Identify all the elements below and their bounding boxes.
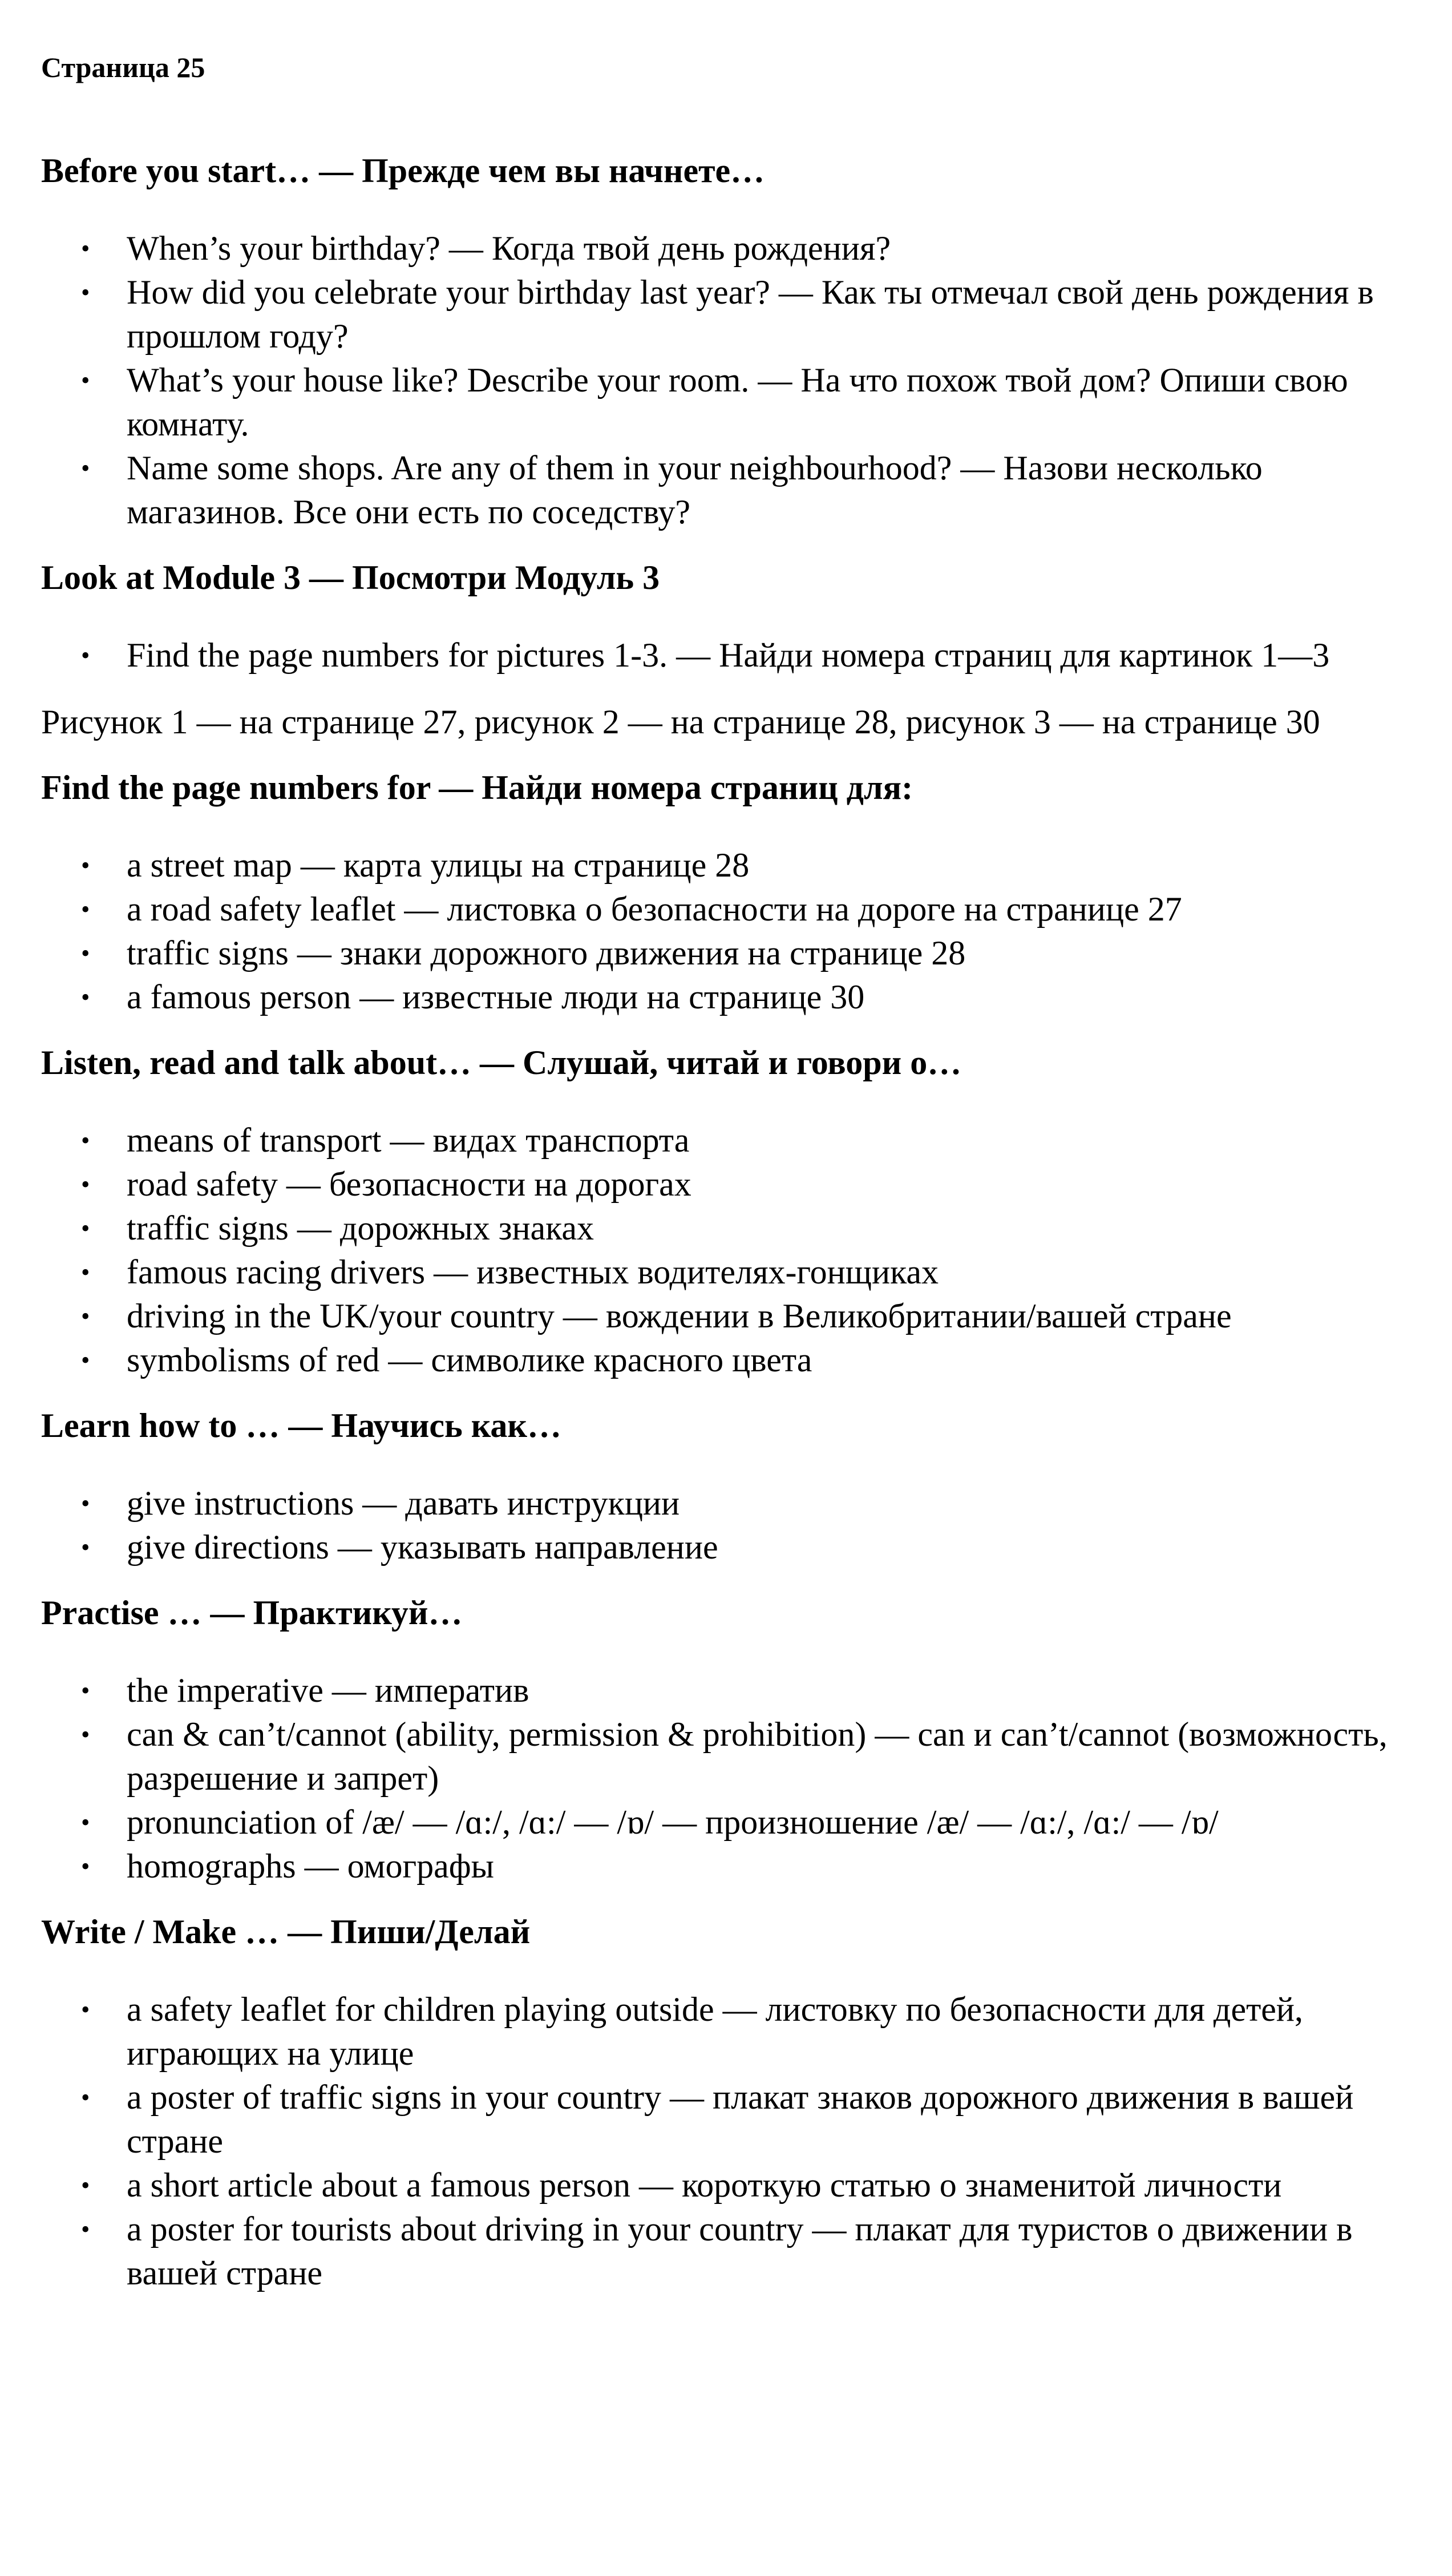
list-item — [41, 2076, 1422, 2163]
section-look-at-module — [41, 557, 1422, 744]
bullet-icon: • — [81, 1677, 90, 1705]
section-heading: Before you start… — Прежде чем вы начнете… — [41, 152, 765, 189]
bullet-list — [41, 1669, 1422, 1888]
bullet-icon: • — [81, 1170, 90, 1198]
list-item-text: a short article about a famous person — короткую статью о знаменитой личности — [127, 2166, 1282, 2204]
list-item — [41, 1481, 1422, 1525]
list-item — [41, 1206, 1422, 1250]
list-item — [41, 1800, 1422, 1844]
list-item — [41, 358, 1422, 446]
section-practise — [41, 1592, 1422, 1888]
list-item-text: Name some shops. Are any of them in your neighbourhood? — Назови несколько магазинов. Все они есть по соседству? — [127, 449, 1263, 531]
list-item-text: symbolisms of red — символике красного цвета — [127, 1341, 812, 1379]
section-write-make — [41, 1911, 1422, 2295]
bullet-icon: • — [81, 1214, 90, 1242]
list-item — [41, 1525, 1422, 1569]
list-item-text: road safety — безопасности на дорогах — [127, 1165, 691, 1203]
bullet-icon: • — [81, 2215, 90, 2243]
bullet-icon: • — [81, 895, 90, 923]
list-item-text: a poster of traffic signs in your country — плакат знаков дорожного движения в вашей стране — [127, 2078, 1354, 2160]
bullet-icon: • — [81, 641, 90, 669]
answer-paragraph: Рисунок 1 — на странице 27, рисунок 2 — на странице 28, рисунок 3 — на странице 30 — [41, 703, 1320, 741]
bullet-icon: • — [81, 1721, 90, 1749]
list-item-text: a poster for tourists about driving in your country — плакат для туристов о движении в вашей стране — [127, 2210, 1353, 2292]
list-item-text: a street map — карта улицы на странице 28 — [127, 846, 750, 884]
list-item-text: What’s your house like? Describe your room. — На что похож твой дом? Опиши свою комнату. — [127, 361, 1348, 443]
bullet-icon: • — [81, 1489, 90, 1517]
list-item — [41, 975, 1422, 1019]
bullet-icon: • — [81, 1808, 90, 1836]
list-item-text: How did you celebrate your birthday last year? — Как ты отмечал свой день рождения в прошлом году? — [127, 273, 1374, 355]
list-item — [41, 1294, 1422, 1338]
page-number: Страница 25 — [41, 51, 205, 83]
list-item-text: means of transport — видах транспорта — [127, 1121, 690, 1159]
bullet-icon: • — [81, 1533, 90, 1561]
list-item-text: homographs — омографы — [127, 1847, 494, 1885]
list-item-text: traffic signs — дорожных знаках — [127, 1209, 594, 1247]
list-item-text: famous racing drivers — известных водителях-гонщиках — [127, 1253, 939, 1291]
list-item-text: a famous person — известные люди на странице 30 — [127, 978, 865, 1016]
list-item-text: Find the page numbers for pictures 1-3. — Найди номера страниц для картинок 1—3 — [127, 636, 1330, 674]
list-item-text: When’s your birthday? — Когда твой день рождения? — [127, 229, 891, 267]
list-item — [41, 887, 1422, 931]
bullet-list — [41, 1988, 1422, 2295]
section-before-you-start — [41, 150, 1422, 534]
list-item-text: give directions — указывать направление — [127, 1528, 718, 1566]
list-item — [41, 1713, 1422, 1800]
list-item — [41, 227, 1422, 270]
bullet-icon: • — [81, 366, 90, 394]
bullet-icon: • — [81, 1346, 90, 1374]
bullet-icon: • — [81, 278, 90, 306]
bullet-icon: • — [81, 2084, 90, 2111]
bullet-icon: • — [81, 1302, 90, 1330]
list-item-text: pronunciation of /æ/ — /ɑ:/, /ɑ:/ — /ɒ/ — произношение /æ/ — /ɑ:/, /ɑ:/ — /ɒ/ — [127, 1803, 1219, 1841]
bullet-icon: • — [81, 1127, 90, 1154]
bullet-icon: • — [81, 1258, 90, 1286]
bullet-icon: • — [81, 1852, 90, 1880]
bullet-list — [41, 1119, 1422, 1382]
list-item — [41, 843, 1422, 887]
list-item-text: can & can’t/cannot (ability, permission & prohibition) — can и can’t/cannot (возможность, разрешение и запрет) — [127, 1715, 1388, 1797]
section-heading: Learn how to … — Научись как… — [41, 1407, 561, 1444]
list-item — [41, 1119, 1422, 1162]
list-item — [41, 931, 1422, 975]
section-listen-read-talk — [41, 1042, 1422, 1382]
list-item — [41, 446, 1422, 534]
list-item-text: a safety leaflet for children playing outside — листовку по безопасности для детей, играющих на улице — [127, 1990, 1304, 2072]
list-item — [41, 1988, 1422, 2076]
bullet-icon: • — [81, 851, 90, 879]
list-item — [41, 1250, 1422, 1294]
section-heading: Write / Make … — Пиши/Делай — [41, 1913, 531, 1951]
bullet-list — [41, 633, 1422, 677]
list-item — [41, 1844, 1422, 1888]
list-item — [41, 1338, 1422, 1382]
list-item — [41, 2207, 1422, 2295]
bullet-list — [41, 227, 1422, 534]
bullet-icon: • — [81, 939, 90, 967]
list-item-text: the imperative — императив — [127, 1671, 529, 1709]
bullet-list — [41, 1481, 1422, 1569]
list-item — [41, 270, 1422, 358]
bullet-list — [41, 843, 1422, 1019]
list-item — [41, 1669, 1422, 1713]
list-item-text: driving in the UK/your country — вождении в Великобритании/вашей стране — [127, 1297, 1232, 1335]
section-heading: Listen, read and talk about… — Слушай, читай и говори о… — [41, 1044, 962, 1081]
bullet-icon: • — [81, 983, 90, 1011]
list-item — [41, 1162, 1422, 1206]
bullet-icon: • — [81, 235, 90, 263]
list-item-text: traffic signs — знаки дорожного движения на странице 28 — [127, 934, 966, 972]
section-find-page-numbers — [41, 767, 1422, 1019]
list-item-text: give instructions — давать инструкции — [127, 1484, 680, 1522]
list-item-text: a road safety leaflet — листовка о безопасности на дороге на странице 27 — [127, 890, 1182, 928]
section-heading: Practise … — Практикуй… — [41, 1594, 463, 1632]
document-page — [41, 50, 1422, 2318]
section-learn-how-to — [41, 1405, 1422, 1569]
bullet-icon: • — [81, 1996, 90, 2024]
list-item — [41, 2163, 1422, 2207]
section-heading: Find the page numbers for — Найди номера страниц для: — [41, 769, 913, 806]
bullet-icon: • — [81, 454, 90, 482]
bullet-icon: • — [81, 2171, 90, 2199]
section-heading: Look at Module 3 — Посмотри Модуль 3 — [41, 559, 660, 596]
list-item — [41, 633, 1422, 677]
